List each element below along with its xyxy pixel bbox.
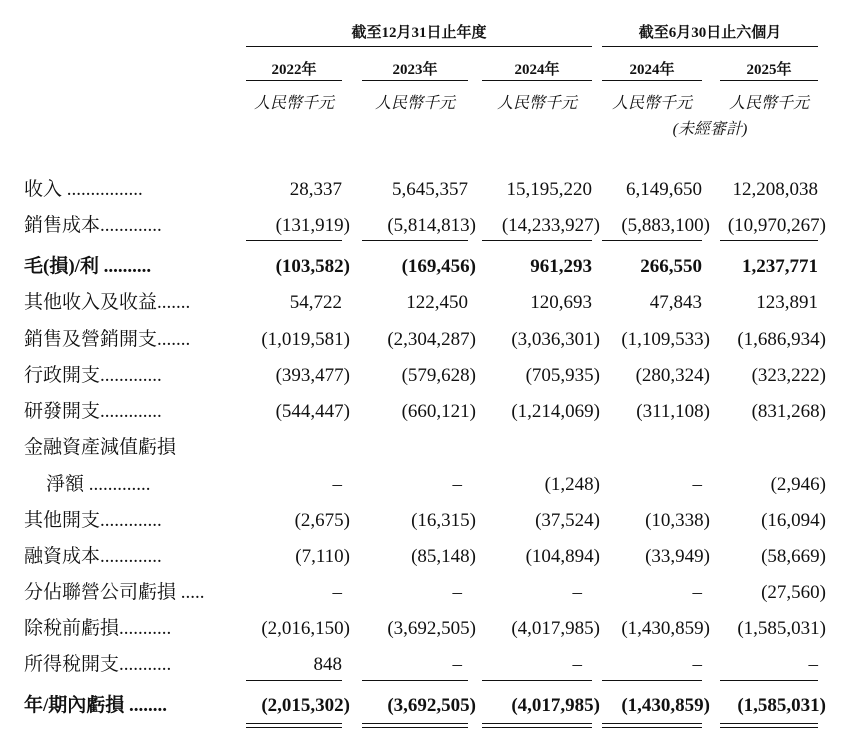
subtotal-rule (482, 240, 592, 241)
subtotal-rule (362, 240, 468, 241)
row-label-loss-before-tax: 除稅前虧損........... (24, 618, 172, 639)
value-cell: 123,891 (756, 292, 818, 313)
value-cell: 54,722 (289, 292, 342, 313)
total-double-rule (720, 727, 818, 728)
subtotal-rule (246, 680, 342, 681)
value-cell: (831,268) (751, 401, 826, 422)
value-cell: – (332, 582, 342, 603)
value-cell: (37,524) (535, 510, 600, 531)
total-double-rule (602, 727, 702, 728)
row-label-income-tax: 所得稅開支........... (24, 654, 172, 675)
value-cell: (705,935) (525, 365, 600, 386)
value-cell: (104,894) (525, 546, 600, 567)
value-cell: (2,675) (294, 510, 350, 531)
value-cell: (311,108) (636, 401, 710, 422)
value-cell: (1,686,934) (737, 329, 826, 350)
value-cell: (5,814,813) (387, 215, 476, 236)
value-cell: (2,016,150) (261, 618, 350, 639)
row-label-finance-costs: 融資成本............. (24, 546, 162, 567)
year-2022: 2022年 (271, 62, 317, 78)
total-double-rule (246, 723, 342, 724)
row-label-impairment-net: 淨額 ............. (46, 474, 151, 495)
rule-year-2025-interim (720, 80, 818, 81)
value-cell: (1,109,533) (621, 329, 710, 350)
rule-year-2024 (482, 80, 592, 81)
value-cell: (544,447) (275, 401, 350, 422)
unit-2024-interim: 人民幣千元 (611, 95, 692, 112)
year-2023: 2023年 (392, 62, 438, 78)
value-cell: (4,017,985) (511, 618, 600, 639)
total-double-rule (602, 723, 702, 724)
value-cell: (85,148) (411, 546, 476, 567)
value-cell: (3,036,301) (511, 329, 600, 350)
value-cell: (5,883,100) (621, 215, 710, 236)
value-cell: (16,315) (411, 510, 476, 531)
value-cell: – (572, 654, 582, 675)
value-cell: (14,233,927) (501, 215, 600, 236)
value-cell: (10,970,267) (727, 215, 826, 236)
value-cell: (1,019,581) (261, 329, 350, 350)
year-2024: 2024年 (514, 62, 560, 78)
value-cell: – (452, 474, 462, 495)
value-cell: – (572, 582, 582, 603)
rule-interim (602, 46, 818, 47)
value-cell: 47,843 (649, 292, 702, 313)
value-cell: – (692, 654, 702, 675)
value-cell: 120,693 (530, 292, 592, 313)
value-cell: – (692, 582, 702, 603)
row-label-other-expenses: 其他開支............. (24, 510, 162, 531)
rule-year-2023 (362, 80, 468, 81)
subtotal-rule (602, 240, 702, 241)
total-double-rule (246, 727, 342, 728)
header-interim: 截至6月30日止六個月 (638, 25, 782, 41)
unit-2025-interim: 人民幣千元 (728, 95, 809, 112)
header-annual: 截至12月31日止年度 (351, 25, 487, 41)
value-cell: (2,304,287) (387, 329, 476, 350)
value-cell: (131,919) (275, 215, 350, 236)
value-cell: (169,456) (401, 256, 476, 277)
subtotal-rule (602, 680, 702, 681)
total-double-rule (720, 723, 818, 724)
total-double-rule (482, 723, 592, 724)
value-cell: 961,293 (530, 256, 592, 277)
row-label-associate-loss: 分佔聯營公司虧損 ..... (24, 582, 205, 603)
subtotal-rule (246, 240, 342, 241)
value-cell: 1,237,771 (742, 256, 818, 277)
rule-annual (246, 46, 592, 47)
unaudited-note: (未經審計) (672, 121, 748, 138)
value-cell: – (332, 474, 342, 495)
value-cell: (10,338) (645, 510, 710, 531)
value-cell: (1,248) (544, 474, 600, 495)
value-cell: (280,324) (635, 365, 710, 386)
value-cell: (1,214,069) (511, 401, 600, 422)
value-cell: (2,015,302) (261, 695, 350, 716)
value-cell: (393,477) (275, 365, 350, 386)
value-cell: (33,949) (645, 546, 710, 567)
row-label-loss-for-period: 年/期內虧損 ........ (24, 695, 168, 716)
row-label-gross-profit: 毛(損)/利 .......... (24, 256, 152, 277)
subtotal-rule (362, 680, 468, 681)
value-cell: – (692, 474, 702, 495)
value-cell: 266,550 (640, 256, 702, 277)
unit-2023: 人民幣千元 (374, 95, 455, 112)
value-cell: – (452, 582, 462, 603)
value-cell: (2,946) (770, 474, 826, 495)
value-cell: 848 (313, 654, 342, 675)
value-cell: – (808, 654, 818, 675)
unit-2022: 人民幣千元 (253, 95, 334, 112)
value-cell: (1,585,031) (737, 695, 826, 716)
value-cell: (103,582) (275, 256, 350, 277)
value-cell: (27,560) (761, 582, 826, 603)
value-cell: (7,110) (295, 546, 350, 567)
row-label-impairment: 金融資產減值虧損 (24, 437, 177, 458)
total-double-rule (482, 727, 592, 728)
rule-year-2024-interim (602, 80, 702, 81)
rule-year-2022 (246, 80, 342, 81)
year-2024-interim: 2024年 (629, 62, 675, 78)
total-double-rule (362, 727, 468, 728)
value-cell: (660,121) (401, 401, 476, 422)
row-label-other-income: 其他收入及收益....... (24, 292, 191, 313)
value-cell: (58,669) (761, 546, 826, 567)
value-cell: (16,094) (761, 510, 826, 531)
subtotal-rule (720, 680, 818, 681)
value-cell: (1,430,859) (621, 695, 710, 716)
value-cell: 15,195,220 (506, 179, 592, 200)
subtotal-rule (720, 240, 818, 241)
row-label-selling-expenses: 銷售及營銷開支....... (24, 329, 191, 350)
value-cell: (1,585,031) (737, 618, 826, 639)
value-cell: 122,450 (406, 292, 468, 313)
value-cell: – (452, 654, 462, 675)
row-label-revenue: 收入 ................ (24, 179, 143, 200)
year-2025-interim: 2025年 (746, 62, 792, 78)
value-cell: (3,692,505) (387, 618, 476, 639)
value-cell: 5,645,357 (392, 179, 468, 200)
value-cell: (1,430,859) (621, 618, 710, 639)
row-label-rd-expenses: 研發開支............. (24, 401, 162, 422)
value-cell: 28,337 (289, 179, 342, 200)
value-cell: (4,017,985) (511, 695, 600, 716)
unit-2024: 人民幣千元 (496, 95, 577, 112)
value-cell: 12,208,038 (732, 179, 818, 200)
row-label-cost-of-sales: 銷售成本............. (24, 215, 162, 236)
row-label-admin-expenses: 行政開支............. (24, 365, 162, 386)
value-cell: 6,149,650 (626, 179, 702, 200)
value-cell: (323,222) (751, 365, 826, 386)
value-cell: (579,628) (401, 365, 476, 386)
value-cell: (3,692,505) (387, 695, 476, 716)
total-double-rule (362, 723, 468, 724)
subtotal-rule (482, 680, 592, 681)
